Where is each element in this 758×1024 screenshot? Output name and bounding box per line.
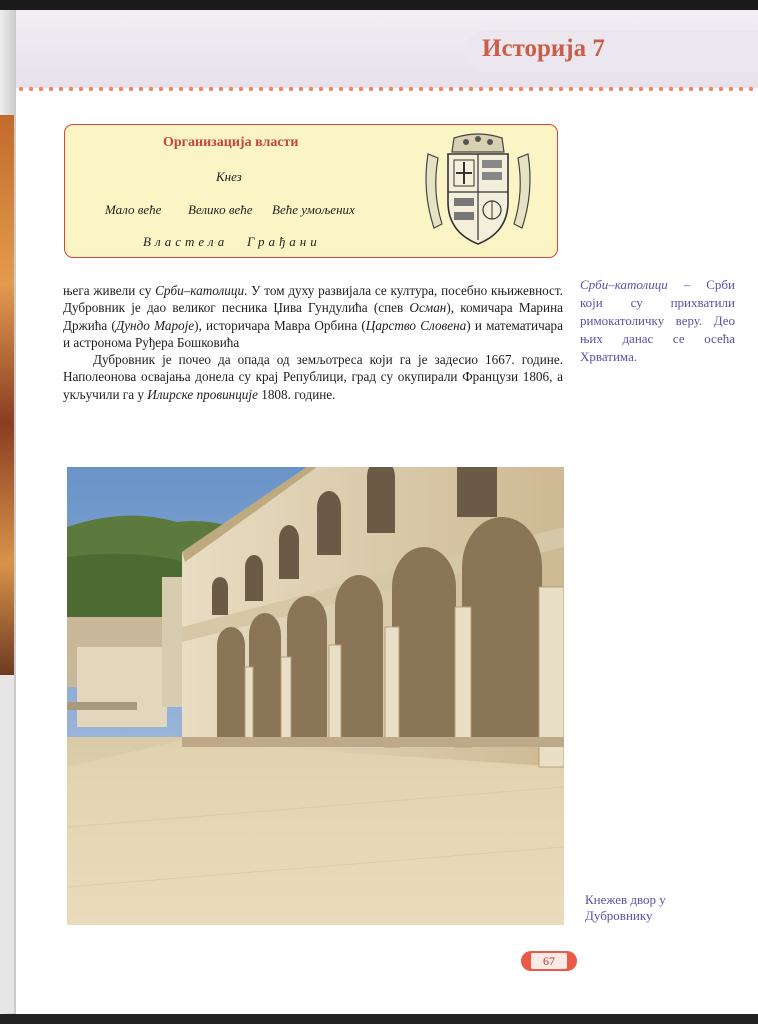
glossary-term: Срби–католици xyxy=(580,277,668,292)
glossary-note xyxy=(580,276,735,366)
glossary-definition: – Срби који су прихватили римокатоличку веру. Део њих данас се осећа Хрватима. xyxy=(580,277,735,364)
org-council-invited: Веће умољених xyxy=(272,202,355,217)
book-title: Историја 7 xyxy=(482,35,605,62)
page-number: 67 xyxy=(531,953,567,969)
scan-edge-bottom xyxy=(0,1014,758,1024)
photo-caption: Кнежев двор у Дубровнику xyxy=(585,892,666,923)
org-council-great: Велико веће xyxy=(188,202,253,217)
org-council-small: Мало веће xyxy=(105,202,162,217)
org-class-nobility: Властела xyxy=(143,234,229,249)
org-knez: Кнез xyxy=(216,169,242,184)
paragraph-literature: њега живели су Срби–католици. У том духу развијала се култура, посебно књижевност. Дубровник је дао великог песника Џива Гундулића (спев Осман), комичара Марина Држића (Дундо Мароје), историчара Мавра Орбина (Царство Словена) и математичара и астронома Руђера Бошковића xyxy=(63,283,564,350)
org-class-citizens: Грађани xyxy=(247,234,321,249)
dotted-divider xyxy=(16,86,758,92)
previous-page-photo-edge xyxy=(0,115,14,675)
scan-edge-top xyxy=(0,0,758,10)
previous-page-edge-bottom xyxy=(0,675,14,1013)
organization-title: Организација власти xyxy=(163,135,299,150)
rectors-palace-photo xyxy=(67,467,564,925)
coat-of-arms-icon xyxy=(418,132,538,250)
body-text xyxy=(63,282,563,403)
paragraph-decline: Дубровник је почео да опада од земљотреса који га је задесио 1667. године. Наполеонова освајања донела су крај Републици, град су окупирали Французи 1806, а укључили га у Илирске провинције 1808. године. xyxy=(63,352,563,402)
